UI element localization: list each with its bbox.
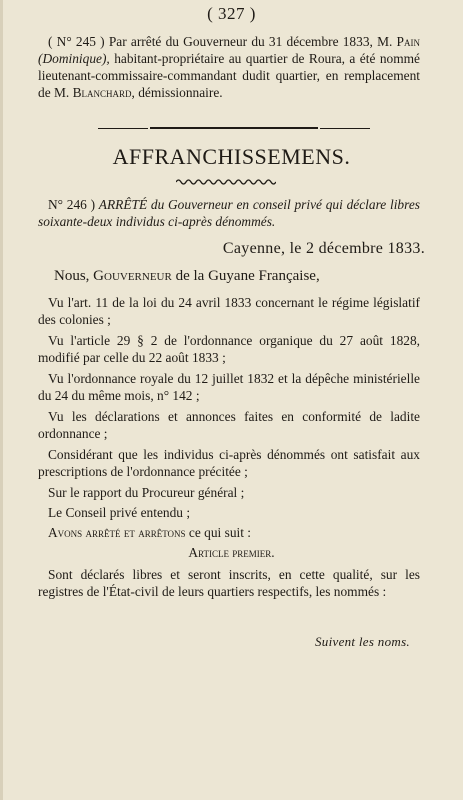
entry-245-text-1: Par arrêté du Gouverneur du 31 décembre 1833, [104, 34, 373, 49]
entry-245-given-name: (Dominique), [38, 51, 110, 66]
consideration-7-text: Le Conseil privé entendu ; [48, 505, 191, 520]
article-heading: Article premier. [188, 545, 275, 560]
entry-245-replaced-name: Blanchard [72, 85, 132, 100]
entry-246-title: ARRÊTÉ du Gouverneur en conseil privé qui déclare libres soixante-deux individus ci-après dénommés. [38, 197, 420, 229]
page-edge [0, 0, 3, 800]
page-number: ( 327 ) [207, 4, 256, 23]
divider-rule-right [320, 128, 370, 129]
decree-avons: Avons arrêté et arrêtons [48, 525, 186, 540]
nous-title: Gouverneur [93, 268, 172, 284]
decree-line [38, 524, 420, 541]
divider-rule-left [98, 128, 148, 129]
consideration-5 [38, 446, 420, 480]
entry-245 [38, 33, 420, 101]
consideration-3-text: Vu l'ordonnance royale du 12 juillet 1832 et la dépêche ministérielle du 24 du même mois, n° 142 ; [38, 371, 420, 403]
nous-suffix: de la Guyane Française, [171, 268, 320, 284]
date-line: Cayenne, le 2 décembre 1833. [222, 240, 425, 257]
consideration-3 [38, 370, 420, 404]
ornament-wave [176, 178, 276, 186]
entry-245-number: ( N° 245 ) [48, 34, 105, 49]
entry-245-name: M. Pain [377, 34, 420, 49]
consideration-4 [38, 408, 420, 442]
consideration-6-text: Sur le rapport du Procureur général ; [48, 485, 245, 500]
entry-245-text-3: , démissionnaire. [131, 85, 223, 100]
entry-246 [38, 196, 420, 230]
nous-prefix: Nous, [54, 268, 94, 284]
consideration-4-text: Vu les déclarations et annonces faites en conformité de ladite ordonnance ; [38, 409, 420, 441]
section-heading: AFFRANCHISSEMENS. [112, 144, 351, 169]
article-text [38, 566, 420, 600]
consideration-5-text: Considérant que les individus ci-après dénommés ont satisfait aux prescriptions de l'ordonnance précitée ; [38, 447, 420, 479]
consideration-6 [38, 484, 420, 501]
entry-245-text-2: habitant-propriétaire au quartier de Roura, a été nommé lieutenant-commissaire-commandant dudit quartier, en remplacement de M. [38, 51, 420, 100]
nous-line [54, 266, 424, 286]
closing-note: Suivent les noms. [314, 634, 410, 649]
consideration-1-text: Vu l'art. 11 de la loi du 24 avril 1833 concernant le régime législatif des colonies ; [38, 295, 420, 327]
consideration-1 [38, 294, 420, 328]
divider-rule-thick [150, 127, 318, 129]
consideration-7 [38, 504, 420, 521]
entry-246-number: N° 246 ) [48, 197, 96, 212]
consideration-2-text: Vu l'article 29 § 2 de l'ordonnance organique du 27 août 1828, modifié par celle du 22 août 1833 ; [38, 333, 420, 365]
consideration-2 [38, 332, 420, 366]
article-text-body: Sont déclarés libres et seront inscrits, en cette qualité, sur les registres de l'État-civil de leurs quartiers respectifs, les nommés : [38, 567, 420, 599]
decree-suffix: ce qui suit : [185, 525, 252, 540]
